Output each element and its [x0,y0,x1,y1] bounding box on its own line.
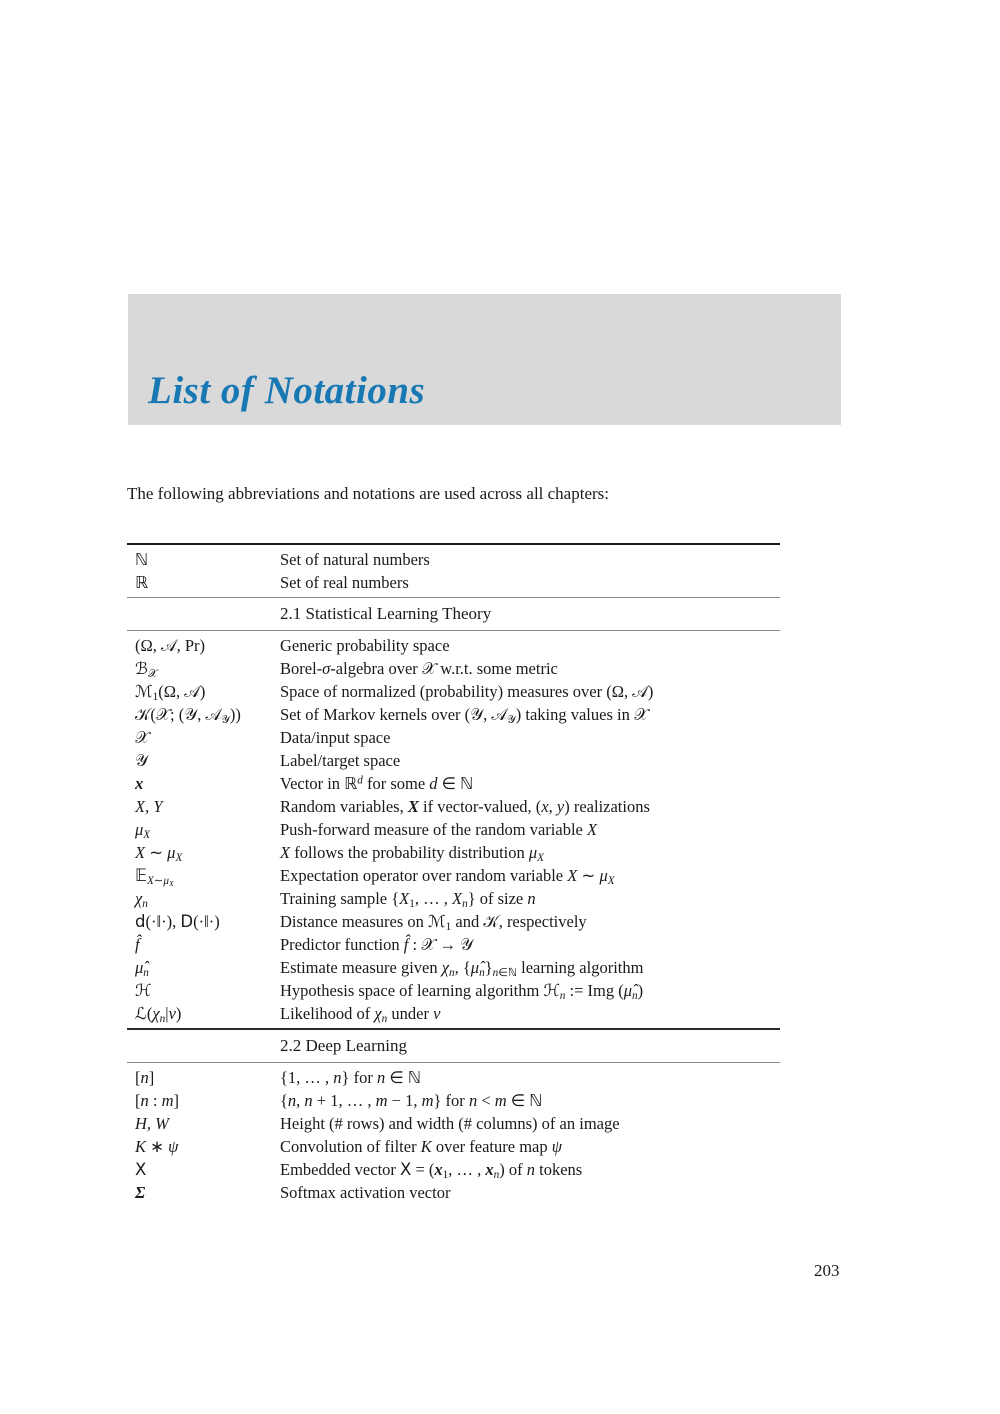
notation-symbol: H, W [135,1114,169,1133]
notation-row [127,1089,780,1112]
notation-row [127,680,780,703]
notation-row [127,841,780,864]
notation-row [127,956,780,979]
intro-text: The following abbreviations and notations are used across all chapters: [127,484,609,503]
section-header: 2.2 Deep Learning [280,1036,407,1055]
notation-row [127,1112,780,1135]
notation-symbol: X [135,1160,147,1179]
notation-row [127,772,780,795]
notation-row [127,749,780,772]
notation-description: Distance measures on ℳ$_1$ and 𝒦, respectively [280,912,587,934]
section-header: 2.1 Statistical Learning Theory [280,604,492,623]
notation-description: Training sample {$X_1$, … , $X_n$} of size n [280,889,536,911]
notation-row [127,979,780,1002]
notation-description: Space of normalized (probability) measures over (Ω, 𝒜) [280,682,654,701]
notation-row [127,1181,780,1204]
notation-row [127,887,780,910]
notation-description: Vector in ℝ$^d$ for some d ∈ ℕ [280,774,474,793]
notation-symbol: $ℒ(\chi_n|\nu)$ [135,1004,182,1026]
notation-description: Label/target space [280,751,401,770]
notation-symbol: X ∼ $\mu_X$ [135,843,183,865]
notation-description: X follows the probability distribution $\mu_X$ [280,843,545,865]
notation-row [127,818,780,841]
notation-description: Push-forward measure of the random variable X [280,820,598,839]
notation-description: Generic probability space [280,636,450,655]
notation-row [127,726,780,749]
notation-description: Expectation operator over random variable X ∼ $\mu_X$ [280,866,615,888]
notation-row [127,1135,780,1158]
notation-row [127,548,780,571]
notation-symbol: $\chi_n$ [135,889,148,911]
notation-symbol: ℬ$_𝒳$ [135,659,158,681]
notation-symbol: x [135,774,144,793]
notation-group [127,631,780,1028]
notation-description: Likelihood of $\chi_n$ under ν [280,1004,441,1026]
chapter-header-box [128,294,841,425]
notation-row [127,571,780,594]
notation-description: Data/input space [280,728,391,747]
notation-symbol: d(·‖·), D(·‖·) [135,912,220,931]
notation-symbol: ℳ$_1$(Ω, 𝒜) [135,682,206,704]
notation-symbol: X, Y [135,797,163,816]
notation-symbol: [n] [135,1068,155,1087]
notation-symbol: ℋ [135,981,152,1000]
notation-symbol: 𝒦(𝒳; (𝒴, 𝒜$_𝒴$)) [135,705,241,727]
notation-symbol: 𝒳 [135,728,150,747]
notation-description: Estimate measure given $\chi_n$, $\{\mû_n\}_{n\in ℕ}$ learning algorithm [280,958,644,980]
notation-description: Set of Markov kernels over (𝒴, 𝒜$_𝒴$) taking values in 𝒳 [280,705,649,727]
notation-row [127,910,780,933]
notation-symbol: K ∗ ψ [135,1137,179,1156]
notation-description: Set of real numbers [280,573,409,592]
notation-row [127,1002,780,1025]
notation-description: {1, … , n} for n ∈ ℕ [280,1068,422,1087]
notation-symbol: [n : m] [135,1091,180,1110]
page-number: 203 [814,1261,840,1280]
notation-symbol: f̂ [135,935,140,954]
notation-description: Set of natural numbers [280,550,430,569]
notation-row [127,703,780,726]
notation-description: Predictor function f̂ : 𝒳 → 𝒴 [280,935,474,954]
notation-description: Borel-σ-algebra over 𝒳 w.r.t. some metric [280,659,558,678]
notations-table [127,543,780,1207]
notation-description: Softmax activation vector [280,1183,451,1202]
notation-description: Height (# rows) and width (# columns) of an image [280,1114,620,1133]
notation-symbol: ℕ [135,550,149,569]
notation-description: {n, n + 1, … , m − 1, m} for n < m ∈ ℕ [280,1091,543,1110]
notation-symbol: Σ [135,1183,146,1202]
notation-row [127,1158,780,1181]
notation-row [127,864,780,887]
notation-row [127,1066,780,1089]
notation-row [127,634,780,657]
notation-description: Embedded vector $X = (x_1$, … , $x_n$) of n tokens [280,1160,583,1182]
notation-description: Convolution of filter K over feature map ψ [280,1137,562,1156]
notation-row [127,795,780,818]
notation-symbol: $\mu_X$ [135,820,151,842]
notation-symbol: (Ω, 𝒜, Pr) [135,636,206,655]
notation-symbol: ℝ [135,573,149,592]
chapter-title: List of Notations [148,369,426,412]
notation-description: Random variables, X if vector-valued, (x, y) realizations [280,797,650,816]
notation-symbol: 𝒴 [135,751,148,770]
notation-symbol: $\mû_n$ [135,958,149,980]
notation-group [127,1063,780,1207]
notation-row [127,657,780,680]
notation-description: Hypothesis space of learning algorithm ℋ$_n$ := Img $(\mû_n)$ [280,981,644,1003]
notation-symbol: 𝔼$_{X\sim\mu_X}$ [135,866,174,889]
notation-row [127,933,780,956]
notation-group [127,545,780,597]
